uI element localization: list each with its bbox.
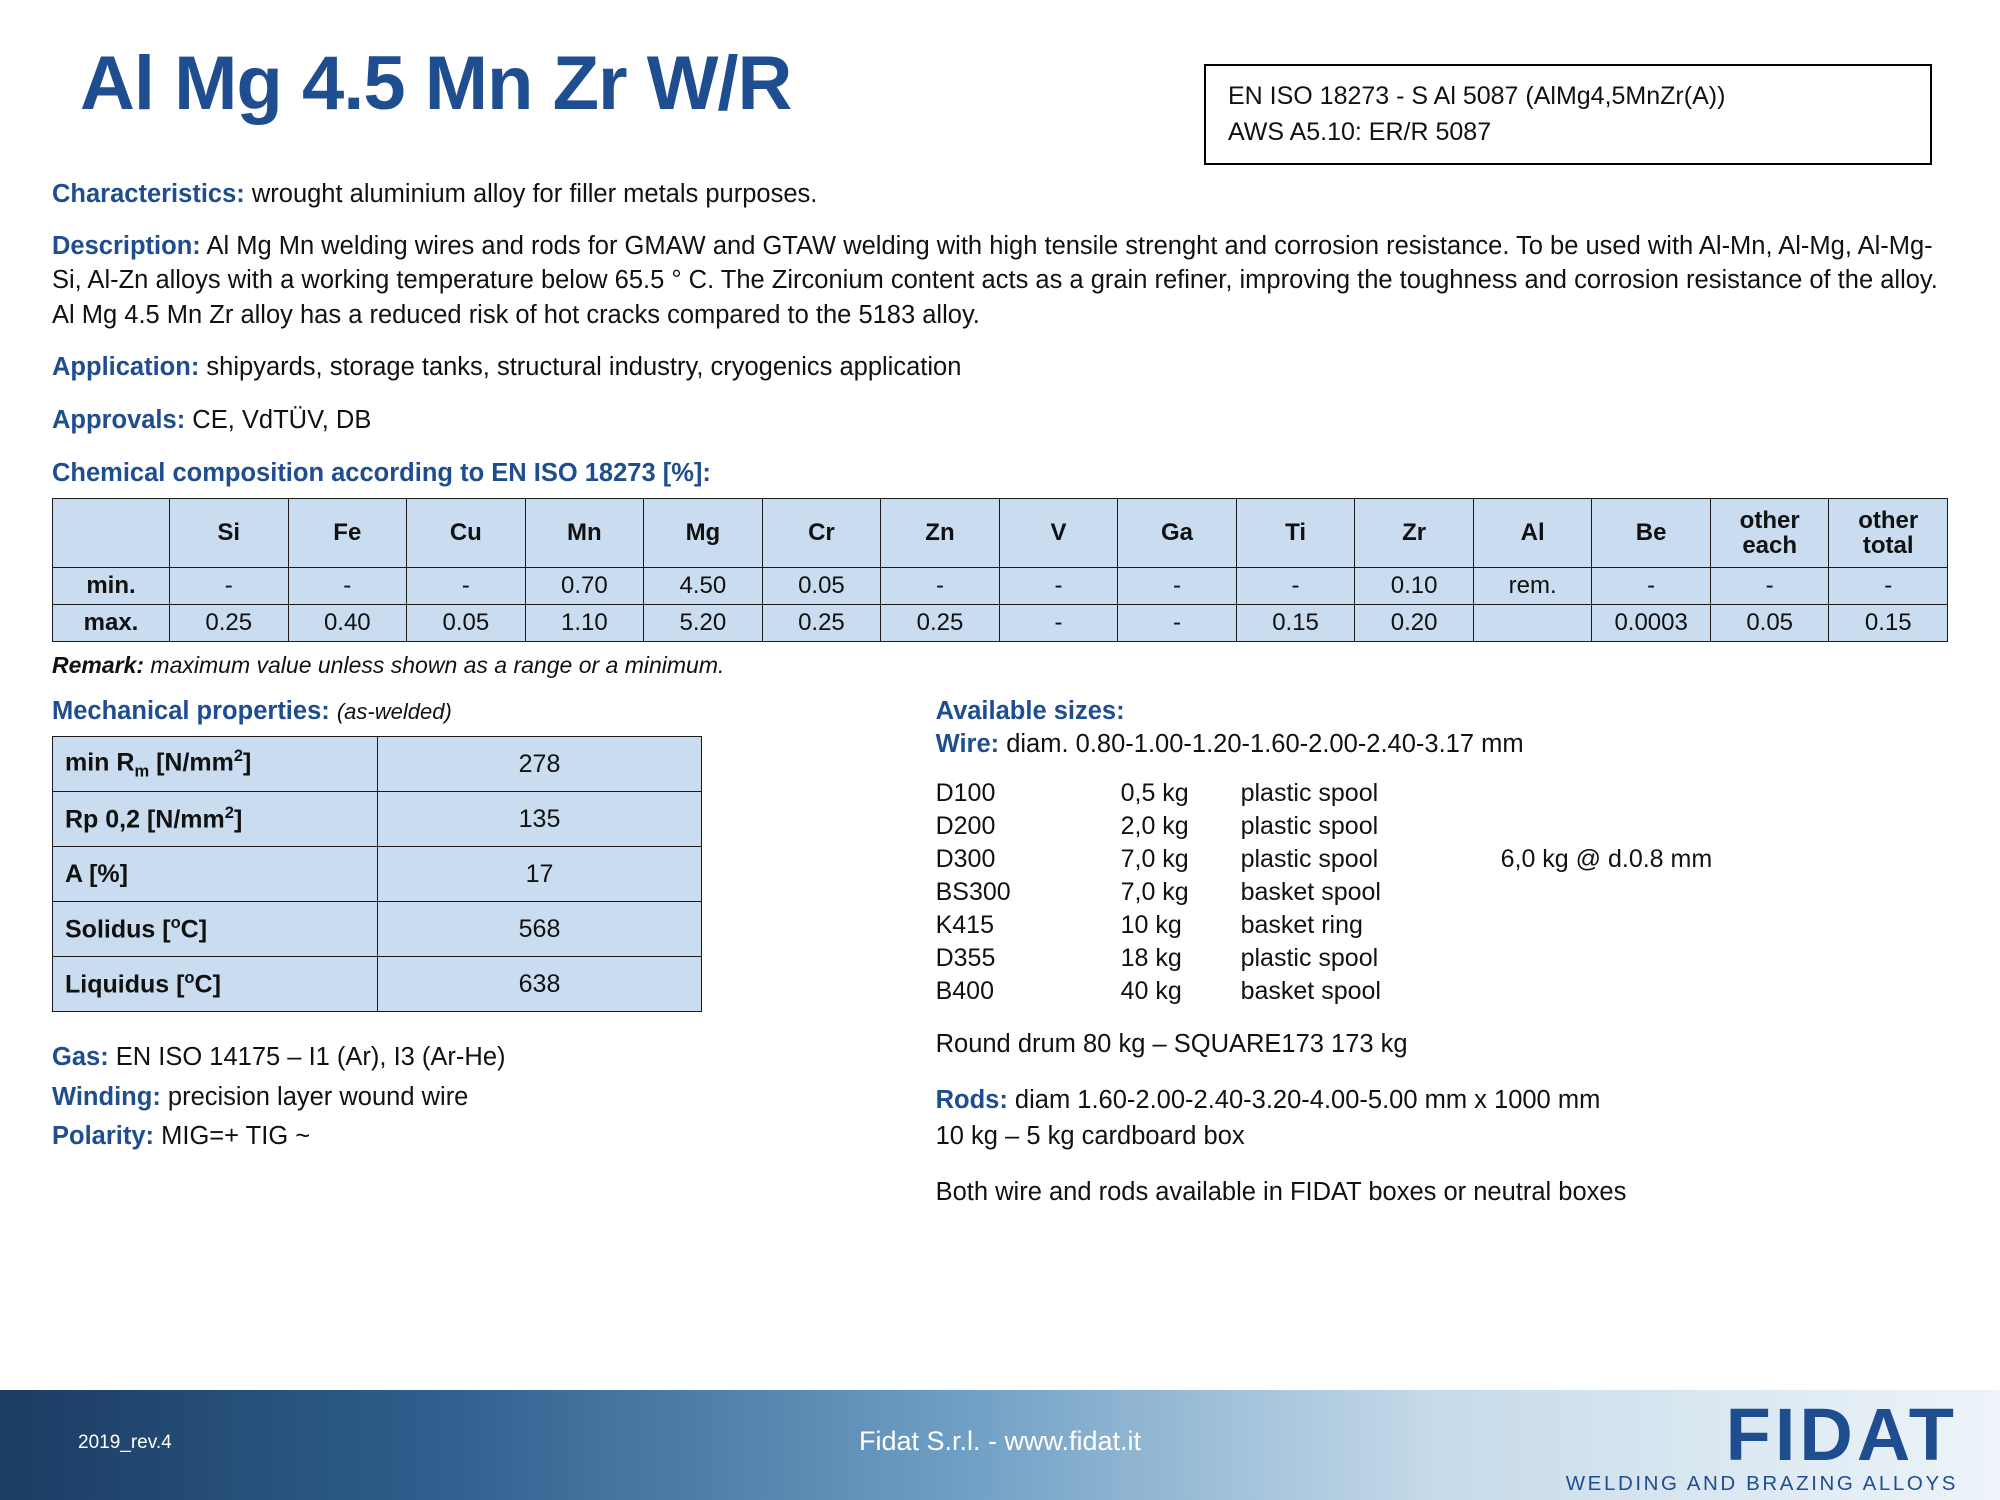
available-sizes-heading: Available sizes: xyxy=(935,697,1125,726)
table-row xyxy=(53,847,702,902)
table-row xyxy=(53,792,702,847)
logo-wordmark: FIDAT xyxy=(1725,1393,1958,1476)
fidat-logo xyxy=(1565,1393,1958,1496)
spool-weight: 0,5 kg xyxy=(1120,779,1189,808)
application-text: shipyards, storage tanks, structural industry, cryogenics application xyxy=(199,353,962,382)
mech-prop-solidus-sup: o xyxy=(170,913,181,932)
mech-prop-rp02-unit-end: ] xyxy=(233,805,243,834)
chem-col-cr: Cr xyxy=(762,499,881,568)
table-row xyxy=(53,737,702,792)
mechanical-heading-text: Mechanical properties: xyxy=(52,697,330,726)
table-row xyxy=(53,957,702,1012)
mech-prop-solidus xyxy=(53,902,378,957)
gas-line xyxy=(52,1038,906,1078)
chem-max-fe: 0.40 xyxy=(288,605,407,642)
chem-col-cu: Cu xyxy=(407,499,526,568)
mech-value-rp02: 135 xyxy=(378,792,702,847)
spool-type: plastic spool xyxy=(1240,845,1379,874)
mech-prop-rm-unit-end: ] xyxy=(243,748,252,777)
chemical-composition-heading: Chemical composition according to EN ISO 18273 [%]: xyxy=(52,459,711,488)
spool-name: K415 xyxy=(935,911,994,940)
chem-min-mg: 4.50 xyxy=(644,568,763,605)
table-row xyxy=(936,942,1713,975)
both-line: Both wire and rods available in FIDAT boxes or neutral boxes xyxy=(935,1178,1627,1207)
chem-col-v: V xyxy=(999,499,1118,568)
spool-note xyxy=(1501,975,1713,1008)
chem-min-v: - xyxy=(999,568,1118,605)
mech-prop-rp02-text: Rp 0,2 [N/mm xyxy=(65,805,225,834)
chem-min-ti: - xyxy=(1236,568,1355,605)
chem-row-max-label: max. xyxy=(53,605,170,642)
footer-revision: 2019_rev.4 xyxy=(78,1432,172,1453)
description-label: Description: xyxy=(52,231,201,260)
spool-name: D100 xyxy=(935,779,996,808)
chem-min-fe: - xyxy=(288,568,407,605)
chem-max-mn: 1.10 xyxy=(525,605,644,642)
chem-col-other-total: other total xyxy=(1829,499,1948,568)
chemical-remark xyxy=(52,652,1948,679)
gas-text: EN ISO 14175 – I1 (Ar), I3 (Ar-He) xyxy=(108,1043,506,1072)
approvals-text: CE, VdTÜV, DB xyxy=(185,405,372,434)
chem-col-fe: Fe xyxy=(288,499,407,568)
approvals-label: Approvals: xyxy=(52,405,186,434)
chem-min-cr: 0.05 xyxy=(762,568,881,605)
mech-value-solidus: 568 xyxy=(378,902,702,957)
spool-weight: 7,0 kg xyxy=(1120,878,1189,907)
chem-max-be: 0.0003 xyxy=(1592,605,1711,642)
rods-label: Rods: xyxy=(935,1086,1008,1115)
mechanical-column xyxy=(52,697,906,1207)
spool-weight: 40 kg xyxy=(1120,977,1182,1006)
chem-min-si: - xyxy=(170,568,289,605)
spool-note xyxy=(1501,942,1713,975)
table-row xyxy=(936,777,1713,810)
spool-name: D300 xyxy=(935,845,996,874)
standard-aws: AWS A5.10: ER/R 5087 xyxy=(1228,118,1492,147)
drum-line: Round drum 80 kg – SQUARE173 173 kg xyxy=(935,1030,1408,1059)
spool-note xyxy=(1501,777,1713,810)
gas-label: Gas: xyxy=(52,1043,109,1072)
chem-max-zn: 0.25 xyxy=(881,605,1000,642)
chem-min-mn: 0.70 xyxy=(525,568,644,605)
standards-box xyxy=(1204,64,1932,165)
chem-max-other-each: 0.05 xyxy=(1710,605,1829,642)
chem-row-min-label: min. xyxy=(53,568,170,605)
chem-min-al: rem. xyxy=(1473,568,1592,605)
spool-name: BS300 xyxy=(935,878,1011,907)
mech-prop-rm-text: min R xyxy=(65,748,135,777)
chem-corner-cell xyxy=(53,499,170,568)
chem-max-zr: 0.20 xyxy=(1355,605,1474,642)
chem-max-cu: 0.05 xyxy=(407,605,526,642)
mech-prop-rm-unit: [N/mm xyxy=(149,748,234,777)
spool-note: 6,0 kg @ d.0.8 mm xyxy=(1500,845,1713,874)
polarity-text: MIG=+ TIG ~ xyxy=(154,1122,311,1151)
chem-col-ti: Ti xyxy=(1236,499,1355,568)
page-title: Al Mg 4.5 Mn Zr W/R xyxy=(80,41,792,126)
lower-section xyxy=(52,697,1948,1207)
winding-text: precision layer wound wire xyxy=(160,1082,469,1111)
footer-company: Fidat S.r.l. - www.fidat.it xyxy=(858,1426,1142,1456)
chem-min-cu: - xyxy=(407,568,526,605)
table-row xyxy=(936,975,1713,1008)
mech-prop-liquidus-unit-end: C] xyxy=(194,970,221,999)
header xyxy=(52,36,1948,165)
mech-prop-rm-sub: m xyxy=(134,762,150,781)
chem-max-cr: 0.25 xyxy=(762,605,881,642)
spool-type: basket ring xyxy=(1240,911,1363,940)
chem-max-mg: 5.20 xyxy=(644,605,763,642)
table-row xyxy=(53,605,1948,642)
spool-weight: 18 kg xyxy=(1120,944,1182,973)
table-row xyxy=(936,876,1713,909)
spool-weight: 2,0 kg xyxy=(1120,812,1189,841)
table-row xyxy=(936,843,1713,876)
chem-max-ga: - xyxy=(1118,605,1237,642)
chem-max-si: 0.25 xyxy=(170,605,289,642)
spool-note xyxy=(1501,810,1713,843)
chem-max-al xyxy=(1473,605,1592,642)
winding-line xyxy=(52,1078,906,1118)
chem-max-v: - xyxy=(999,605,1118,642)
table-header-row xyxy=(53,499,1948,568)
page-footer xyxy=(0,1390,2000,1500)
chem-col-other-each: other each xyxy=(1710,499,1829,568)
mech-value-liquidus: 638 xyxy=(378,957,702,1012)
chemical-composition-table xyxy=(52,498,1948,642)
mechanical-heading xyxy=(52,697,906,726)
table-row xyxy=(53,568,1948,605)
process-parameters xyxy=(52,1038,906,1157)
table-row xyxy=(53,902,702,957)
wire-text: diam. 0.80-1.00-1.20-1.60-2.00-2.40-3.17 mm xyxy=(999,730,1524,759)
chem-min-ga: - xyxy=(1118,568,1237,605)
chem-min-zr: 0.10 xyxy=(1355,568,1474,605)
wire-label: Wire: xyxy=(935,730,1000,759)
spool-name: D355 xyxy=(935,944,996,973)
rods-block xyxy=(936,1083,1948,1154)
table-row xyxy=(936,810,1713,843)
description-text: Al Mg Mn welding wires and rods for GMAW and GTAW welding with high tensile strenght and corrosion resistance. To be used with Al-Mn, Al-Mg, Al-Mg-Si, Al-Zn alloys with a working temperature below 65.5 ° C. The Zirconium content acts as a grain refiner, improving the toughness and corrosion resistance of the alloy. Al Mg 4.5 Mn Zr alloy has a reduced risk of hot cracks compared to the 5183 alloy. xyxy=(52,231,1938,329)
logo-tagline: WELDING AND BRAZING ALLOYS xyxy=(1565,1472,1958,1496)
spool-note xyxy=(1501,909,1713,942)
characteristics-paragraph xyxy=(52,177,1948,211)
winding-label: Winding: xyxy=(52,1082,161,1111)
chem-min-be: - xyxy=(1592,568,1711,605)
available-sizes-column xyxy=(936,697,1948,1207)
chem-col-al: Al xyxy=(1473,499,1592,568)
rods-text: diam 1.60-2.00-2.40-3.20-4.00-5.00 mm x 1000 mm xyxy=(1007,1086,1601,1115)
description-paragraph xyxy=(52,229,1948,332)
wire-line xyxy=(936,730,1948,759)
chem-col-zn: Zn xyxy=(881,499,1000,568)
spool-name: B400 xyxy=(935,977,994,1006)
application-label: Application: xyxy=(52,353,200,382)
mechanical-heading-sub: (as-welded) xyxy=(336,699,452,725)
mech-prop-rp02-sup: 2 xyxy=(224,803,234,822)
chem-col-ga: Ga xyxy=(1118,499,1237,568)
mech-prop-liquidus-text: Liquidus [ xyxy=(65,970,185,999)
spool-note xyxy=(1501,876,1713,909)
mech-prop-rm xyxy=(53,737,378,792)
standard-en-iso: EN ISO 18273 - S Al 5087 (AlMg4,5MnZr(A)) xyxy=(1228,82,1726,110)
polarity-label: Polarity: xyxy=(52,1122,155,1151)
mech-prop-liquidus xyxy=(53,957,378,1012)
rods-packaging: 10 kg – 5 kg cardboard box xyxy=(935,1121,1245,1150)
chem-col-mg: Mg xyxy=(644,499,763,568)
mech-prop-solidus-text: Solidus [ xyxy=(65,915,171,944)
characteristics-label: Characteristics: xyxy=(52,179,245,208)
table-row xyxy=(936,909,1713,942)
chem-min-other-total: - xyxy=(1829,568,1948,605)
spool-weight: 10 kg xyxy=(1120,911,1182,940)
chem-min-other-each: - xyxy=(1710,568,1829,605)
approvals-paragraph xyxy=(52,403,1948,437)
remark-text: maximum value unless shown as a range or a minimum. xyxy=(144,652,725,679)
mech-prop-rm-sup: 2 xyxy=(233,746,244,765)
mech-prop-liquidus-sup: o xyxy=(184,968,195,987)
mech-prop-solidus-unit-end: C] xyxy=(180,915,208,944)
mech-value-a: 17 xyxy=(378,847,702,902)
spool-type: basket spool xyxy=(1240,878,1381,907)
spool-type: plastic spool xyxy=(1240,812,1379,841)
spool-type: plastic spool xyxy=(1240,944,1379,973)
spool-weight: 7,0 kg xyxy=(1120,845,1189,874)
mechanical-properties-table xyxy=(52,736,702,1012)
chem-col-mn: Mn xyxy=(525,499,644,568)
chem-max-ti: 0.15 xyxy=(1236,605,1355,642)
application-paragraph xyxy=(52,350,1948,384)
spool-type: basket spool xyxy=(1240,977,1381,1006)
mech-prop-a: A [%] xyxy=(53,847,378,902)
spool-type: plastic spool xyxy=(1240,779,1379,808)
characteristics-text: wrought aluminium alloy for filler metals purposes. xyxy=(244,179,818,208)
mech-value-rm: 278 xyxy=(378,737,702,792)
remark-label: Remark: xyxy=(52,652,145,679)
spool-table xyxy=(936,777,1713,1008)
chem-min-zn: - xyxy=(881,568,1000,605)
chem-col-be: Be xyxy=(1592,499,1711,568)
spool-name: D200 xyxy=(935,812,996,841)
mech-prop-rp02 xyxy=(53,792,378,847)
chem-max-other-total: 0.15 xyxy=(1829,605,1948,642)
chem-col-zr: Zr xyxy=(1355,499,1474,568)
chem-col-si: Si xyxy=(170,499,289,568)
polarity-line xyxy=(52,1117,906,1157)
